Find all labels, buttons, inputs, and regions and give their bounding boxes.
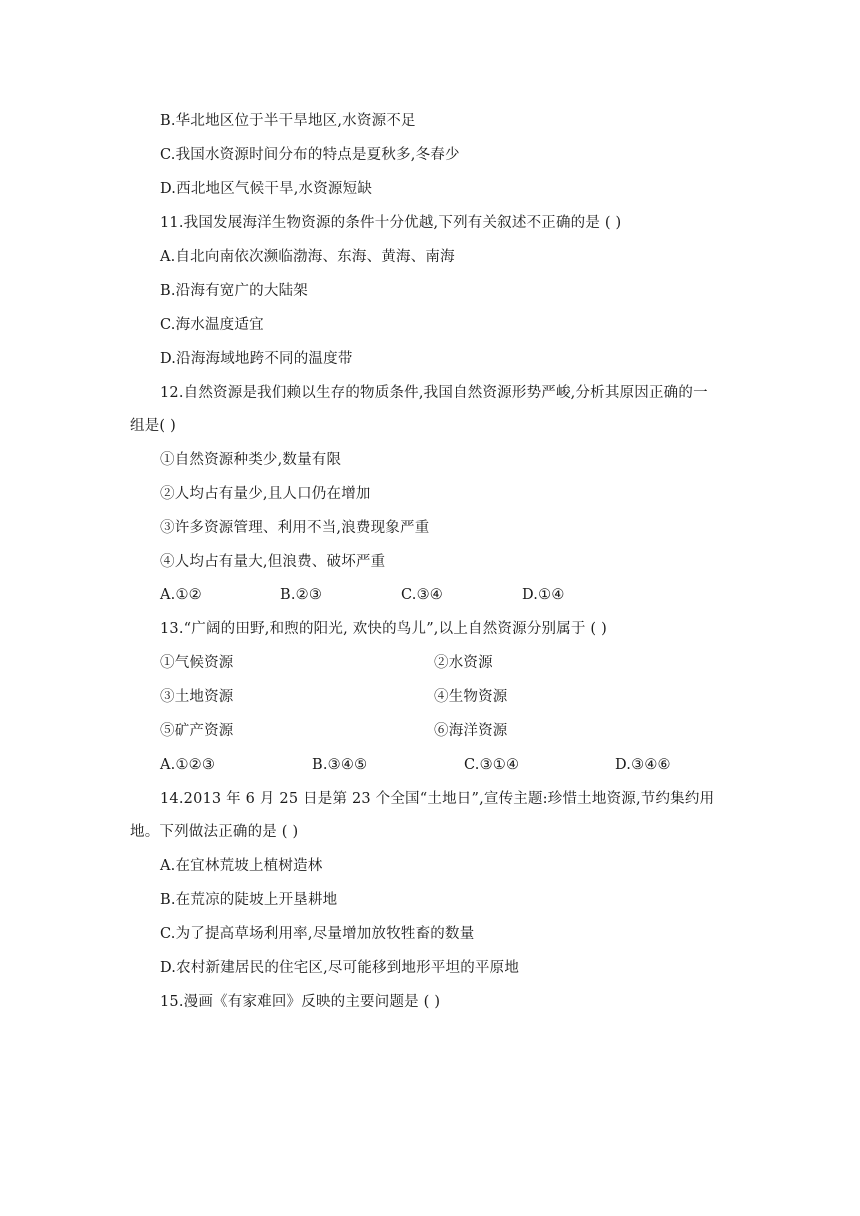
q11-option-b: B.沿海有宽广的大陆架 (160, 283, 308, 299)
q10-option-c: C.我国水资源时间分布的特点是夏秋多,冬春少 (160, 147, 460, 163)
q13-stem: 13.“广阔的田野,和煦的阳光, 欢快的鸟儿”,以上自然资源分别属于 ( ) (160, 621, 607, 637)
q13-resource-1: ①气候资源 (160, 655, 234, 671)
q13-resource-4: ④生物资源 (434, 689, 508, 705)
q14-option-a: A.在宜林荒坡上植树造林 (160, 858, 323, 874)
q12-stem-line1: 12.自然资源是我们赖以生存的物质条件,我国自然资源形势严峻,分析其原因正确的一 (160, 385, 708, 401)
q13-resource-3: ③土地资源 (160, 689, 234, 705)
q13-resource-5: ⑤矿产资源 (160, 723, 234, 739)
q14-option-c: C.为了提高草场利用率,尽量增加放牧牲畜的数量 (160, 926, 475, 942)
q12-option-b: B.②③ (280, 587, 323, 603)
q12-statement-4: ④人均占有量大,但浪费、破坏严重 (160, 554, 386, 570)
q11-option-c: C.海水温度适宜 (160, 317, 264, 333)
q12-statement-3: ③许多资源管理、利用不当,浪费现象严重 (160, 520, 430, 536)
q13-resource-2: ②水资源 (434, 655, 493, 671)
q14-stem-line2: 地。下列做法正确的是 ( ) (130, 824, 299, 840)
q12-option-a: A.①② (160, 587, 202, 603)
q12-statement-2: ②人均占有量少,且人口仍在增加 (160, 486, 371, 502)
q15-stem: 15.漫画《有家难回》反映的主要问题是 ( ) (160, 994, 441, 1010)
q11-stem: 11.我国发展海洋生物资源的条件十分优越,下列有关叙述不正确的是 ( ) (160, 215, 622, 231)
q12-option-c: C.③④ (401, 587, 443, 603)
q14-option-d: D.农村新建居民的住宅区,尽可能移到地形平坦的平原地 (160, 960, 520, 976)
q12-option-d: D.①④ (522, 587, 565, 603)
q10-option-b: B.华北地区位于半干旱地区,水资源不足 (160, 113, 416, 129)
q10-option-d: D.西北地区气候干旱,水资源短缺 (160, 181, 373, 197)
q13-option-b: B.③④⑤ (312, 757, 368, 773)
q12-stem-line2: 组是( ) (130, 418, 176, 434)
q14-option-b: B.在荒凉的陡坡上开垦耕地 (160, 892, 338, 908)
q11-option-d: D.沿海海域地跨不同的温度带 (160, 351, 353, 367)
q14-stem-line1: 14.2013 年 6 月 25 日是第 23 个全国“土地日”,宣传主题:珍惜土地资源,节约集约用 (160, 791, 715, 807)
q13-option-c: C.③①④ (464, 757, 520, 773)
q13-resource-6: ⑥海洋资源 (434, 723, 508, 739)
q13-option-d: D.③④⑥ (615, 757, 671, 773)
q13-option-a: A.①②③ (160, 757, 216, 773)
q11-option-a: A.自北向南依次濒临渤海、东海、黄海、南海 (160, 249, 455, 265)
q12-statement-1: ①自然资源种类少,数量有限 (160, 452, 342, 468)
